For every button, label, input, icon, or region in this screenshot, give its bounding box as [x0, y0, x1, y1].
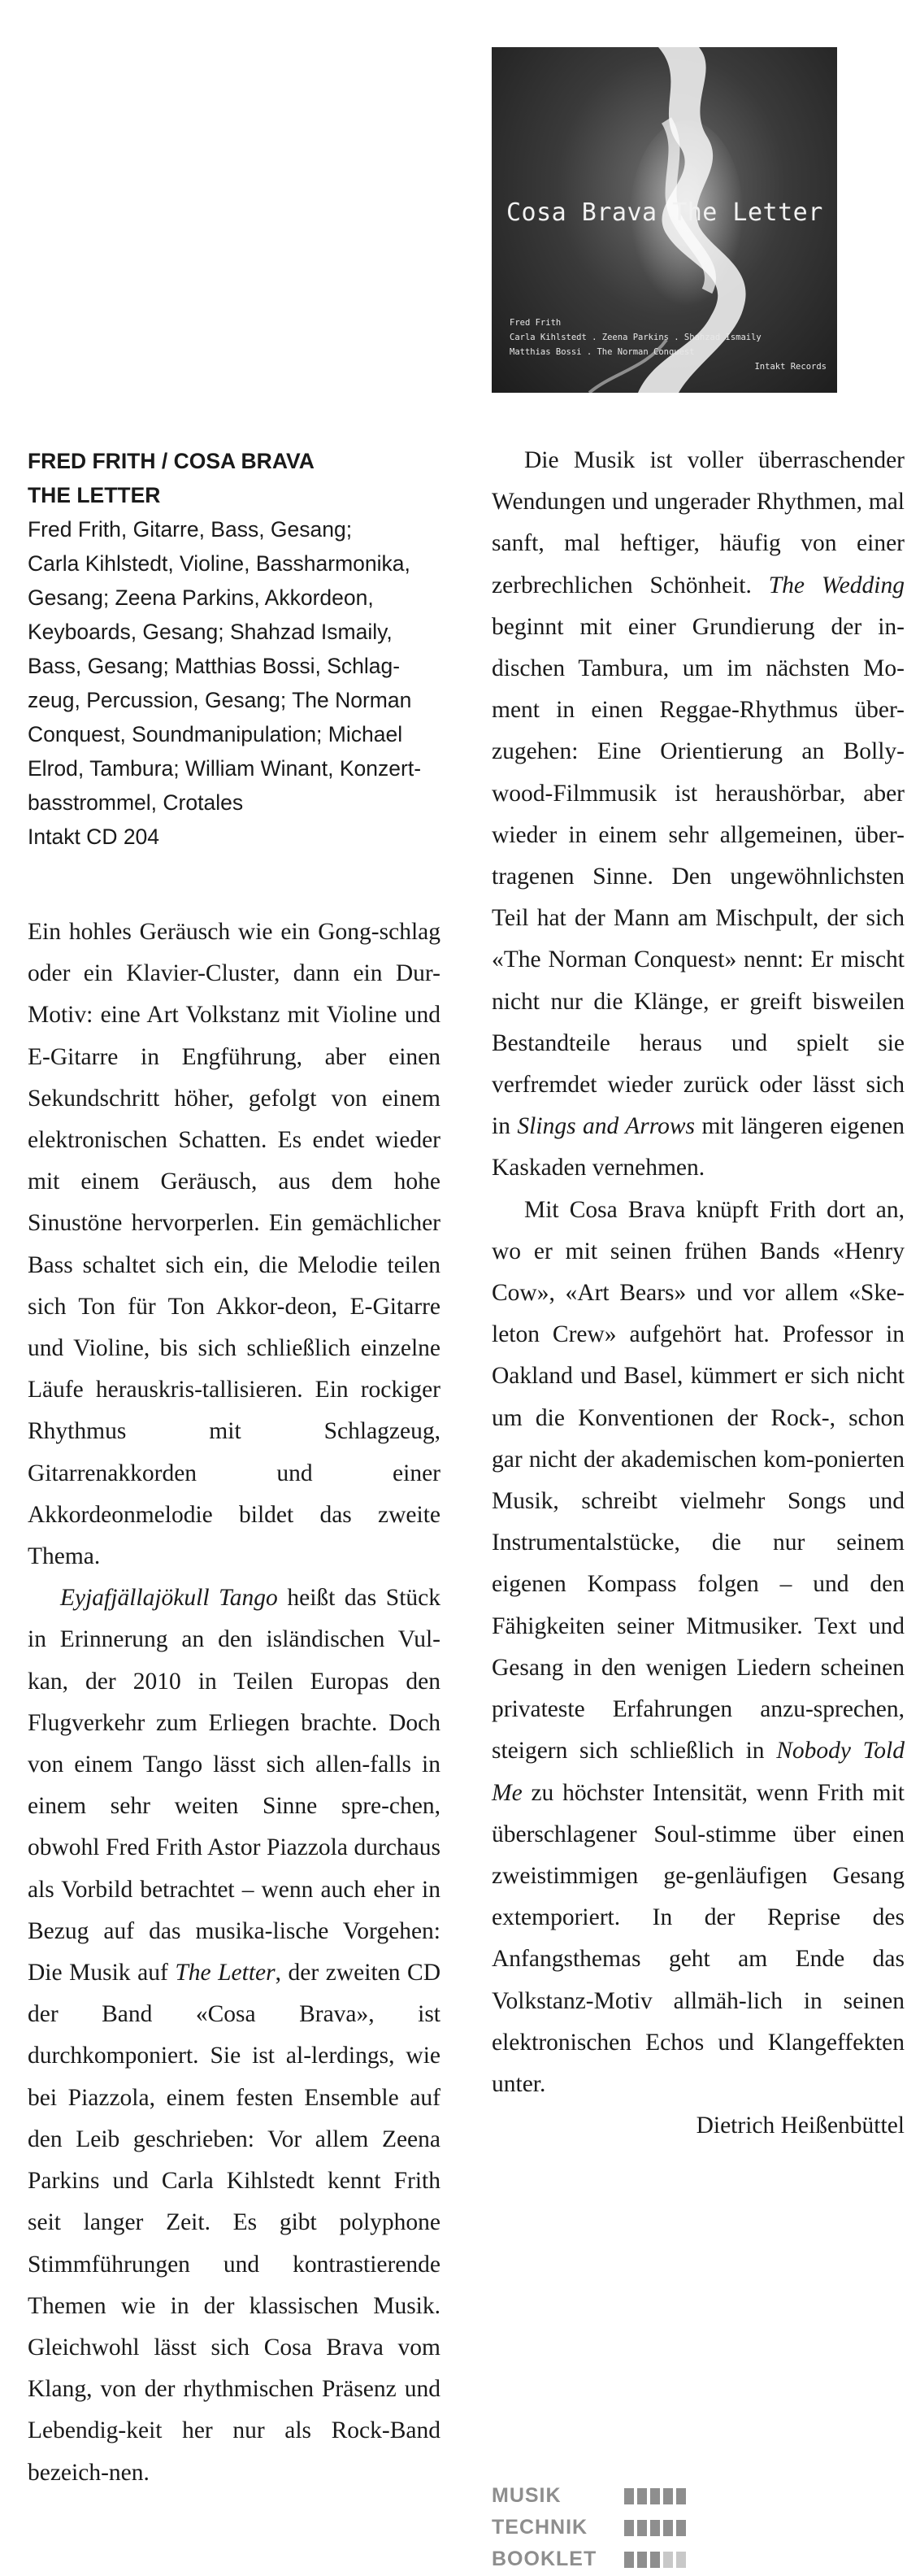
album-cover-image	[492, 47, 837, 393]
credit-line: Elrod, Tambura; William Winant, Konzert-	[28, 756, 422, 781]
catalog-number: Intakt CD 204	[28, 825, 160, 849]
bar-block	[676, 2520, 686, 2536]
bar-block	[637, 2488, 647, 2504]
paragraph-text: beginnt mit einer Grundierung der in-dischen Tambura, um im nächsten Mo-ment in einen Reggae-Rhythmus über-zugehen: Eine Orientierung an Bolly-wood-Filmmusik ist heraushörbar, aber wieder in einem sehr allgemeinen, über-tragenen Sinne. Den ungewöhnlichsten Teil hat der Mann am Mischpult, der sich «The Norman Conquest» nennt: Er mischt nicht nur die Klänge, er greift bisweilen Bestandteile heraus und spielt sie verfremdet wieder zurück oder lässt sich in	[492, 613, 905, 1140]
album-info-header	[28, 444, 450, 854]
review-paragraph	[492, 440, 905, 1190]
left-text-column	[28, 912, 440, 2494]
bar-block	[624, 2488, 634, 2504]
logo-row	[492, 2512, 711, 2543]
credit-line: basstrommel, Crotales	[28, 790, 244, 815]
cover-credits	[510, 315, 827, 374]
cover-credit-row	[510, 359, 827, 374]
paragraph-text: , der zweiten CD der Band «Cosa Brava», ist durchkomponiert. Sie ist al-lerdings, wie bei Piazzola, einem festen Ensemble auf den Leib geschrieben: Vor allem Zeena Parkins und Carla Kihlstedt kennt Frith seit langer Zeit. Es gibt polyphone Stimmführungen und kontrastierende Themen wie in der klassischen Musik. Gleichwohl lässt sich Cosa Brava vom Klang, von der rhythmischen Präsenz und Lebendig-keit her nur als Rock-Band bezeich-nen.	[28, 1960, 441, 2486]
credit-line: zeug, Percussion, Gesang; The Norman	[28, 688, 412, 712]
bar-block	[637, 2552, 647, 2568]
cover-credit-left: Carla Kihlstedt . Zeena Parkins . Shahzad Ismaily	[510, 333, 762, 342]
bar-block	[637, 2520, 647, 2536]
track-title: The Wedding	[768, 572, 905, 598]
bar-block	[624, 2520, 634, 2536]
logo-row	[492, 2543, 711, 2575]
bar-block	[624, 2552, 634, 2568]
credit-line: Bass, Gesang; Matthias Bossi, Schlag-	[28, 654, 401, 678]
bar-blocks-icon	[624, 2552, 686, 2568]
bar-blocks-icon	[624, 2488, 686, 2504]
bar-blocks-icon	[624, 2520, 686, 2536]
track-title: Slings and Arrows	[517, 1113, 695, 1140]
cover-credit-row	[510, 315, 827, 330]
review-paragraph	[28, 1577, 440, 2493]
bar-block	[663, 2488, 673, 2504]
artist-title-line: FRED FRITH / COSA BRAVA	[28, 449, 315, 473]
cover-credit-row	[510, 345, 827, 359]
bar-block	[650, 2520, 660, 2536]
review-paragraph: Ein hohles Geräusch wie ein Gong-schlag oder ein Klavier-Cluster, dann ein Dur-Motiv: eine Art Volkstanz mit Violine und E-Gitarre in Engführung, aber einen Sekundschritt höher, gefolgt von einem elektronischen Schatten. Es endet wieder mit einem Geräusch, aus dem hohe Sinustöne hervorperlen. Ein gemächlicher Bass schaltet sich ein, die Melodie teilen sich Ton für Ton Akkor-deon, E-Gitarre und Violine, bis sich schließlich einzelne Läufe herauskris-tallisieren. Ein rockiger Rhythmus mit Schlagzeug, Gitarrenakkorden und einer Akkordeonmelodie bildet das zweite Thema.	[28, 919, 440, 1570]
author-signature: Dietrich Heißenbüttel	[696, 2113, 905, 2139]
review-paragraph	[492, 1190, 905, 2105]
paragraph-text: zu höchster Intensität, wenn Frith mit überschlagener Soul-stimme über einen zweistimmigen ge-genläufigen Gesang extemporiert. In der Reprise des Anfangsthemas geht am Ende das Volkstanz-Motiv allmäh-lich in seinen elektronischen Echos und Klangeffekten unter.	[492, 1779, 905, 2097]
cover-credit-row	[510, 330, 827, 345]
bar-block	[650, 2552, 660, 2568]
track-title: Nobody Told Me	[492, 1738, 905, 1806]
album-title: The Letter	[175, 1960, 276, 1986]
cover-title: Cosa Brava The Letter	[506, 198, 823, 227]
paragraph-text: Mit Cosa Brava knüpft Frith dort an, wo er mit seinen frühen Bands «Henry Cow», «Art Bears» und vor allem «Ske-leton Crew» aufgehört hat. Professor in Oakland und Basel, kümmert er sich nicht um die Konventionen der Rock-, schon gar nicht der akademischen kom-ponierten Musik, schreibt vielmehr Songs und Instrumentalstücke, die nur seinem eigenen Kompass folgen – und den Fähigkeiten seiner Mitmusiker. Text und Gesang in den wenigen Liedern scheinen privateste Erfahrungen anzu-sprechen, steigern sich schließlich in	[492, 1196, 905, 1764]
credit-line: Conquest, Soundmanipulation; Michael	[28, 722, 403, 746]
bar-block	[676, 2488, 686, 2504]
cover-credit-right: Intakt Records	[754, 362, 827, 372]
logo-word: MUSIK	[492, 2484, 562, 2507]
credit-line: Keyboards, Gesang; Shahzad Ismaily,	[28, 620, 393, 644]
logo-word: TECHNIK	[492, 2516, 588, 2539]
paragraph-text: heißt das Stück in Erinnerung an den isländischen Vul-kan, der 2010 in Teilen Europas den Flugverkehr zum Erliegen brachte. Doch von einem Tango lässt sich allen-falls in einem sehr weiten Sinne spre-chen, obwohl Fred Frith Astor Piazzola durchaus als Vorbild betrachtet – wenn auch eher in Bezug auf das musika-lische Vorgehen: Die Musik auf	[28, 1585, 440, 1986]
album-title-line: THE LETTER	[28, 483, 161, 507]
paragraph-text: Die Musik ist voller überraschender Wendungen und ungerader Rhythmen, mal sanft, mal heftiger, häufig von einer zerbrechlichen Schönheit.	[492, 447, 905, 598]
musik-technik-booklet-logo	[492, 2480, 711, 2575]
track-title: Eyjafjällajökull Tango	[60, 1585, 278, 1612]
credit-line: Carla Kihlstedt, Violine, Bassharmonika,	[28, 551, 410, 576]
bar-block	[663, 2552, 673, 2568]
logo-row	[492, 2480, 711, 2512]
bar-block	[663, 2520, 673, 2536]
cover-credit-left: Fred Frith	[510, 318, 562, 328]
cover-credit-left: Matthias Bossi . The Norman Conquest	[510, 347, 695, 357]
right-text-column	[492, 440, 905, 2147]
credit-line: Gesang; Zeena Parkins, Akkordeon,	[28, 585, 374, 610]
bar-block	[650, 2488, 660, 2504]
credit-line: Fred Frith, Gitarre, Bass, Gesang;	[28, 517, 353, 542]
bar-block	[676, 2552, 686, 2568]
logo-word: BOOKLET	[492, 2548, 597, 2570]
paragraph-text: mit längeren eigenen Kaskaden vernehmen.	[492, 1113, 905, 1181]
